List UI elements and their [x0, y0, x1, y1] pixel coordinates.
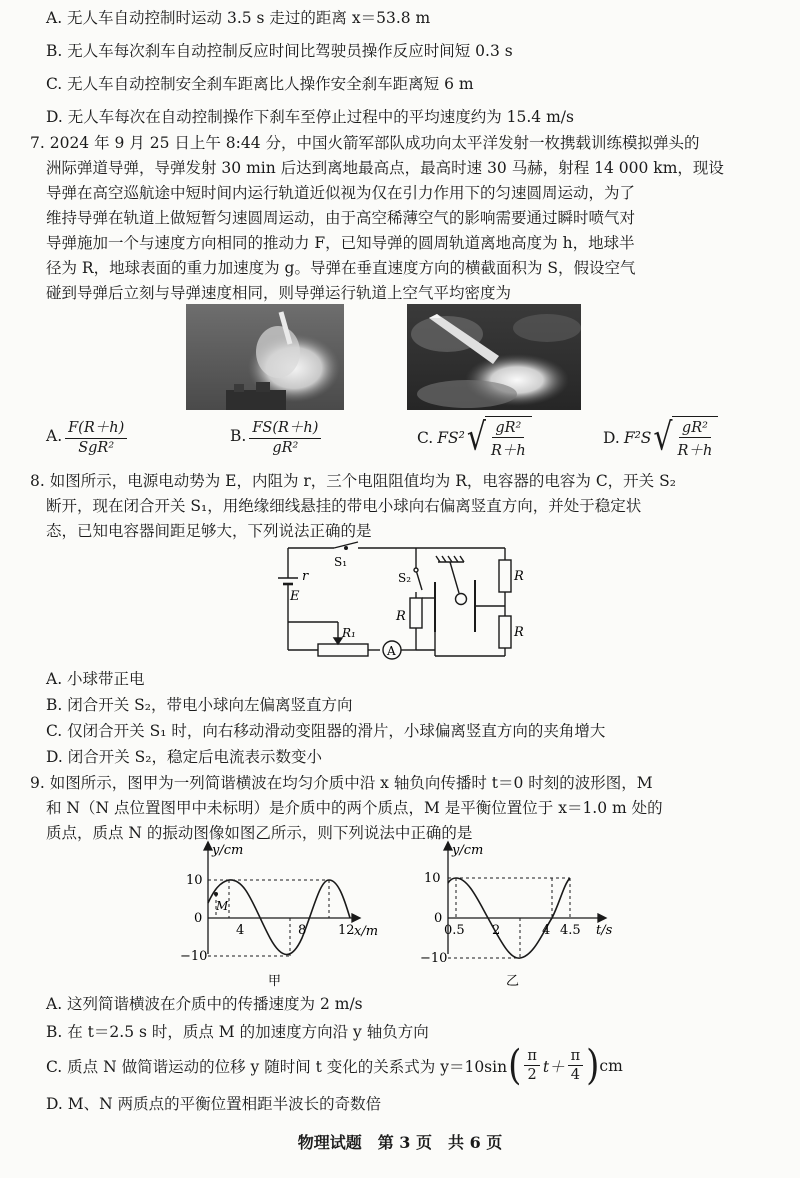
- q7-option-a-num: F(R＋h): [65, 416, 127, 439]
- q8-option-c: C. 仅闭合开关 S₁ 时，向右移动滑动变阻器的滑片，小球偏离竖直方向的夹角增大: [46, 722, 606, 740]
- q7-option-c: [417, 416, 532, 460]
- q6-option-a: A. 无人车自动控制时运动 3.5 s 走过的距离 x＝53.8 m: [46, 9, 431, 27]
- q7-option-d-den: R＋h: [677, 443, 713, 459]
- q7-line-5: 导弹施加一个与速度方向相同的推动力 F，已知导弹的圆周轨道离地高度为 h，地球半: [46, 234, 635, 252]
- sqrt-sign-icon: √: [466, 415, 486, 460]
- q6-option-d: D. 无人车每次在自动控制操作下刹车至停止过程中的平均速度约为 15.4 m/s: [46, 108, 574, 126]
- q7-option-c-num: gR²: [492, 420, 524, 438]
- q9-option-c-text: C. 质点 N 做简谐运动的位移 y 随时间 t 变化的关系式为 y＝10sin: [46, 1057, 508, 1076]
- q7-option-a-fraction: [65, 416, 127, 456]
- yi-y-tick-10: 10: [424, 871, 441, 886]
- q7-line-4: 维持导弹在轨道上做短暂匀速圆周运动，由于高空稀薄空气的影响需要通过瞬时喷气对: [46, 209, 636, 227]
- q7-line-1: 7. 2024 年 9 月 25 日上午 8:44 分，中国火箭军部队成功向太平洋发射一枚携载训练模拟弹头的: [30, 134, 700, 152]
- jia-x-tick-4: 4: [236, 923, 245, 938]
- right-paren-icon: ): [586, 1041, 600, 1090]
- q9-line-3: 质点，质点 N 的振动图像如图乙所示，则下列说法中正确的是: [46, 824, 473, 842]
- q9-option-c-four: 4: [570, 1067, 580, 1083]
- q7-line-3: 导弹在高空巡航途中短时间内运行轨道近似视为仅在引力作用下的匀速圆周运动，为了: [46, 184, 636, 202]
- q7-option-d-pre: F²S: [623, 429, 652, 447]
- wave-graph-jia: [180, 838, 380, 990]
- q9-option-c-frac-1: [524, 1048, 540, 1083]
- left-paren-icon: (: [508, 1041, 522, 1090]
- jia-y-tick-0: 0: [194, 911, 203, 926]
- jia-x-tick-8: 8: [298, 923, 307, 938]
- emf-label: E: [290, 589, 300, 604]
- internal-resistance-label: r: [302, 569, 309, 584]
- q9-option-c-pi-1: π: [524, 1048, 540, 1066]
- yi-x-tick-4: 4: [542, 923, 551, 938]
- s2-label: S₂: [398, 571, 412, 585]
- q6-option-c: C. 无人车自动控制安全刹车距离比人操作安全刹车距离短 6 m: [46, 75, 474, 93]
- missile-launch-photo: [186, 304, 344, 410]
- q7-option-a-den: SgR²: [78, 440, 115, 456]
- jia-y-axis-label: y/cm: [212, 843, 244, 858]
- point-m-label: M: [216, 899, 229, 913]
- q7-option-d-fraction: [675, 420, 716, 460]
- q9-option-c-frac-2: [568, 1048, 584, 1083]
- q9-line-2: 和 N（N 点位置图甲中未标明）是介质中的两个质点，M 是平衡位置位于 x＝1.0 m 处的: [46, 799, 663, 817]
- q7-line-2: 洲际弹道导弹，导弹发射 30 min 后达到离地最高点，最高时速 30 马赫，射程 14 000 km，现设: [46, 159, 724, 177]
- q9-option-b: B. 在 t＝2.5 s 时，质点 M 的加速度方向沿 y 轴负方向: [46, 1023, 429, 1041]
- missile-flight-photo: [407, 304, 581, 410]
- jia-x-axis-label: x/m: [354, 924, 379, 939]
- q8-line-2: 断开，现在闭合开关 S₁，用绝缘细线悬挂的带电小球向右偏离竖直方向，并处于稳定状: [46, 497, 642, 515]
- yi-x-axis-label: t/s: [596, 923, 613, 938]
- q8-option-d: D. 闭合开关 S₂，稳定后电流表示数变小: [46, 748, 322, 766]
- q7-option-d: [603, 416, 718, 460]
- q7-option-a-label: A.: [46, 427, 63, 445]
- jia-y-tick-10: 10: [186, 873, 203, 888]
- q7-option-b-num: FS(R＋h): [249, 416, 321, 439]
- q8-line-1: 8. 如图所示，电源电动势为 E，内阻为 r，三个电阻阻值均为 R，电容器的电容为 C，开关 S₂: [30, 472, 676, 490]
- jia-caption: 甲: [268, 974, 282, 989]
- q7-option-c-sqrt: [467, 416, 532, 460]
- q9-option-c-two: 2: [527, 1067, 537, 1083]
- page-footer: 物理试题 第 3 页 共 6 页: [297, 1133, 503, 1152]
- q7-line-7: 碰到导弹后立刻与导弹速度相同，则导弹运行轨道上空气平均密度为: [46, 284, 512, 302]
- q7-option-c-pre: FS²: [437, 429, 465, 447]
- s1-label: S₁: [334, 555, 348, 569]
- yi-x-tick-0-5: 0.5: [444, 923, 465, 938]
- q7-line-6: 径为 R，地球表面的重力加速度为 g。导弹在垂直速度方向的横截面积为 S，假设空气: [46, 259, 636, 277]
- q9-option-a: A. 这列简谐横波在介质中的传播速度为 2 m/s: [46, 995, 363, 1013]
- q7-option-b: [230, 416, 324, 456]
- jia-y-tick-neg10: −10: [180, 949, 208, 964]
- q9-option-c: [46, 1041, 623, 1090]
- q7-option-c-fraction: [488, 420, 529, 460]
- jia-x-tick-12: 12: [338, 923, 355, 938]
- circuit-diagram: [262, 540, 552, 670]
- q7-option-d-sqrt: [653, 416, 718, 460]
- yi-x-tick-4-5: 4.5: [560, 923, 581, 938]
- q8-option-b: B. 闭合开关 S₂，带电小球向左偏离竖直方向: [46, 696, 353, 714]
- q7-option-a: [46, 416, 130, 456]
- yi-y-tick-0: 0: [434, 911, 443, 926]
- q9-option-c-pi-2: π: [568, 1048, 584, 1066]
- ammeter-label: A: [387, 644, 396, 658]
- sqrt-sign-icon: √: [653, 415, 673, 460]
- q9-line-1: 9. 如图所示，图甲为一列简谐横波在均匀介质中沿 x 轴负向传播时 t＝0 时刻的波形图，M: [30, 774, 653, 792]
- q7-option-b-fraction: [249, 416, 321, 456]
- q7-option-d-num: gR²: [679, 420, 711, 438]
- lower-resistor-label: R: [514, 625, 524, 640]
- q8-line-3: 态，已知电容器间距足够大，下列说法正确的是: [46, 522, 372, 540]
- s2-branch-resistor-label: R: [396, 609, 406, 624]
- yi-y-axis-label: y/cm: [452, 843, 484, 858]
- yi-x-tick-2: 2: [492, 923, 501, 938]
- q7-option-b-label: B.: [230, 427, 247, 445]
- yi-y-tick-neg10: −10: [420, 951, 448, 966]
- q9-option-c-mid: t＋: [542, 1057, 565, 1076]
- yi-caption: 乙: [506, 974, 520, 989]
- rheostat-label: R₁: [342, 626, 356, 640]
- q8-option-a: A. 小球带正电: [46, 670, 145, 688]
- q7-option-c-den: R＋h: [490, 443, 526, 459]
- q7-option-d-label: D.: [603, 429, 620, 447]
- q7-option-b-den: gR²: [272, 440, 299, 456]
- upper-resistor-label: R: [514, 569, 524, 584]
- q6-option-b: B. 无人车每次刹车自动控制反应时间比驾驶员操作反应时间短 0.3 s: [46, 42, 513, 60]
- q7-option-c-label: C.: [417, 429, 434, 447]
- q9-option-c-unit: cm: [599, 1056, 623, 1075]
- vibration-graph-yi: [420, 838, 620, 990]
- q9-option-d: D. M、N 两质点的平衡位置相距半波长的奇数倍: [46, 1095, 382, 1113]
